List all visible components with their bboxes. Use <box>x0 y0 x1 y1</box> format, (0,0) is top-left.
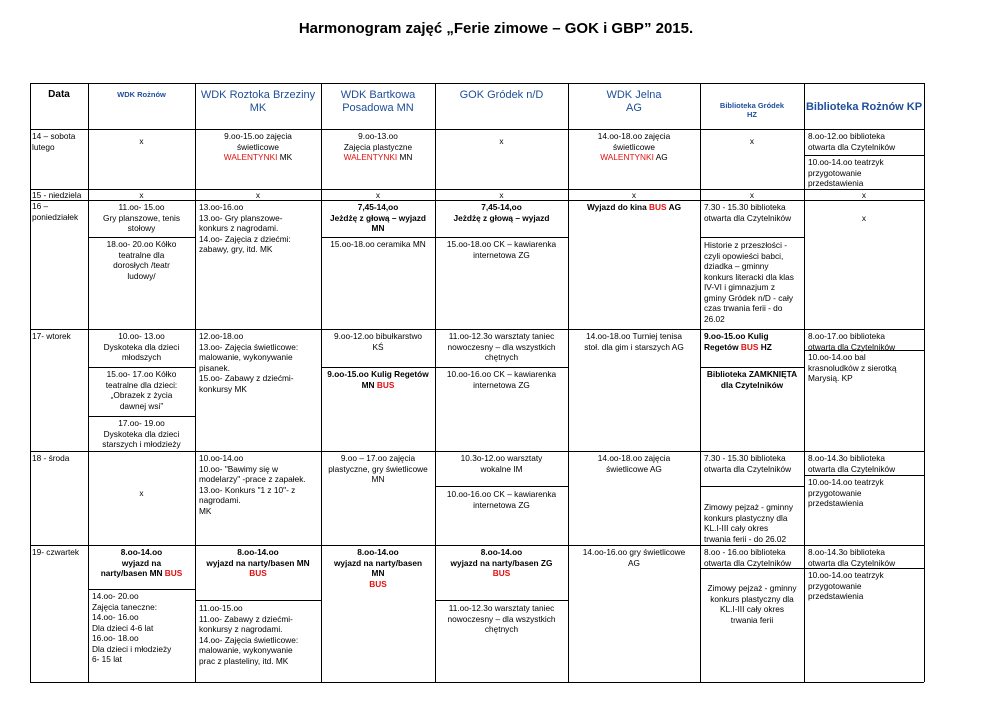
day-label: 15 - niedziela <box>32 190 82 200</box>
day-label: 18 - środa <box>32 453 70 463</box>
cell-text: 9.oo-12.oo bibułkarstwo KŚ <box>333 331 423 352</box>
cell-text: 15.oo-18.oo CK – kawiarenka internetowa ZG <box>446 239 557 260</box>
day-label: 17- wtorek <box>32 331 71 341</box>
cell-text: 9.oo-13.oo Zajęcia plastyczne WALENTYNKI MN <box>343 131 413 162</box>
header-gok-grodek: GOK Gródek n/D <box>459 89 544 101</box>
cell-text: 10.oo-14.oo bal krasnoludków z sierotką Marysią. KP <box>808 352 897 383</box>
cell-text: 9.oo – 17.oo zajęcia plastyczne, gry świetlicowe MN <box>328 453 428 484</box>
cell-text: 14.oo-18.oo zajęcia świetlicowe WALENTYNKI AG <box>597 131 671 162</box>
cell-text: 11.oo-15.oo 11.oo- Zabawy z dziećmi- konkursy z nagrodami. 14.oo- Zajęcia świetlicowe: malowanie, wykonywanie prac z plasteliny, itd. MK <box>199 603 299 666</box>
cell-text: 10.3o-12.oo warsztaty wokalne IM <box>460 453 543 474</box>
cell-text: 10.oo-14.oo 10.oo- "Bawimy się w modelarzy" -prace z zapałek. 13.oo- Konkurs "1 z 10"- z nagrodami. MK <box>199 453 306 516</box>
cell-text: 15.oo-18.oo ceramika MN <box>330 239 426 249</box>
cell-text: 7,45-14,oo Jeżdżę z głową – wyjazd <box>453 202 550 223</box>
cell-text: x <box>139 190 144 200</box>
cell-text: 8.oo-17.oo biblioteka otwarta dla Czytelników <box>808 331 896 352</box>
cell-text: x <box>375 190 381 200</box>
cell-text: 14.oo- 20.oo Zajęcia taneczne: 14.oo- 16.oo Dla dzieci 4-6 lat 16.oo- 18.oo Dla dzieci i młodzieży 6- 15 lat <box>92 591 172 664</box>
cell-text: x <box>861 213 867 223</box>
cell-text: 10.oo-14.oo teatrzyk przygotowanie przedstawienia <box>808 157 884 188</box>
day-label: 19- czwartek <box>32 547 80 557</box>
cell-text: 12.oo-18.oo 13.oo- Zajęcia świetlicowe: malowanie, wykonywanie pisanek. 15.oo- Zabawy z dziećmi- konkursy MK <box>199 331 299 394</box>
cell-text: 18.oo- 20.oo Kółko teatralne dla dorosłych /teatr ludowy/ <box>106 239 177 281</box>
cell-text: Zimowy pejzaż - gminny konkurs plastyczny dla KL.I-III cały okres trwania ferii <box>707 583 797 625</box>
cell-text: 13.oo-16.oo 13.oo- Gry planszowe- konkurs z nagrodami. 14.oo- Zajęcia z dziećmi: zabawy, gry, itd. MK <box>199 202 291 254</box>
cell-text: 8.oo-14.oo wyjazd na narty/basen MN BUS <box>206 547 310 578</box>
cell-text: 14.oo-18.oo Turniej tenisa stoł. dla gim i starszych AG <box>584 331 684 352</box>
header-wdk-roztoka: WDK Roztoka Brzeziny MK <box>200 89 316 114</box>
cell-text: Zimowy pejzaż - gminny konkurs plastyczny dla KL.I-III cały okres trwania ferii - do 26.02 <box>704 502 793 544</box>
header-wdk-roznow: WDK Rożnów <box>117 90 166 99</box>
cell-text: 10.oo-16.oo CK – kawiarenka internetowa ZG <box>446 489 557 510</box>
cell-text: Historie z przeszłości - czyli opowieści babci, dziadka – gminny konkurs literacki dla klas IV-VI i gimnazjum z gminy Gródek n/D - cały czas trwania ferii - do 26.02 <box>704 240 794 324</box>
cell-text: 14.oo-18.oo zajęcia świetlicowe AG <box>597 453 671 474</box>
cell-text: 8.oo-14.oo wyjazd na narty/basen MN BUS <box>100 547 183 578</box>
cell-text: 10.oo-14.oo teatrzyk przygotowanie przedstawienia <box>808 477 884 508</box>
cell-text: 9.oo-15.oo Kulig Regetów BUS HZ <box>704 331 772 352</box>
cell-text: x <box>139 136 144 146</box>
header-wdk-bartkowa: WDK Bartkowa Posadowa MN <box>340 89 416 114</box>
cell-text: 10.oo- 13.oo Dyskoteka dla dzieci młodszych <box>103 331 180 362</box>
cell-text: Biblioteka ZAMKNIĘTA dla Czytelników <box>706 369 798 390</box>
cell-text: 7.30 - 15.30 biblioteka otwarta dla Czytelników <box>704 453 792 474</box>
cell-text: 8.oo-14.oo wyjazd na narty/basen ZG BUS <box>450 547 553 578</box>
cell-text: Wyjazd do kina BUS AG <box>586 202 682 212</box>
cell-text: x <box>499 190 504 200</box>
cell-text: 11.oo- 15.oo Gry planszowe, tenis stołowy <box>102 202 180 233</box>
cell-text: x <box>139 488 144 498</box>
header-biblioteka-grodek: Biblioteka Gródek HZ <box>719 101 785 119</box>
cell-text: 8.oo-12.oo biblioteka otwarta dla Czytelników <box>808 131 896 152</box>
cell-text: 10.oo-16.oo CK – kawiarenka internetowa ZG <box>446 369 557 390</box>
cell-text: x <box>861 190 867 200</box>
cell-text: 14.oo-16.oo gry świetlicowe AG <box>582 547 686 568</box>
header-wdk-jelna: WDK Jelna AG <box>606 89 662 114</box>
page-title: Harmonogram zajęć „Ferie zimowe – GOK i GBP” 2015. <box>298 20 694 37</box>
cell-text: 8.oo-14.3o biblioteka otwarta dla Czytelników <box>808 547 896 568</box>
cell-text: x <box>749 190 755 200</box>
day-label: 14 – sobota lutego <box>32 131 76 152</box>
cell-text: 9.oo-15.oo zajęcia świetlicowe WALENTYNKI MK <box>223 131 293 162</box>
cell-text: 8.oo-14.3o biblioteka otwarta dla Czytelników <box>808 453 896 474</box>
header-data: Data <box>48 89 70 100</box>
day-label: 16 – poniedziałek <box>32 201 79 222</box>
cell-text: 9.oo-15.oo Kulig Regetów MN BUS <box>327 369 429 390</box>
cell-text: 17.oo- 19.oo Dyskoteka dla dzieci starszych i młodzieży <box>102 418 181 449</box>
cell-text: 15.oo- 17.oo Kółko teatralne dla dzieci: „Obrazek z życia dawnej wsi” <box>105 369 178 411</box>
cell-text: x <box>499 136 504 146</box>
header-biblioteka-roznow: Biblioteka Rożnów KP <box>805 101 923 113</box>
cell-text: 11.oo-12.3o warsztaty taniec nowoczesny – dla wszystkich chętnych <box>447 331 556 362</box>
cell-text: 8.oo - 16.oo biblioteka otwarta dla Czytelników <box>704 547 792 568</box>
cell-text: x <box>255 190 261 200</box>
cell-text: x <box>631 190 637 200</box>
cell-text: 10.oo-14.oo teatrzyk przygotowanie przedstawienia <box>808 570 884 601</box>
cell-text: 11.oo-12.3o warsztaty taniec nowoczesny – dla wszystkich chętnych <box>447 603 556 634</box>
cell-text: 8.oo-14.oo wyjazd na narty/basen MN BUS <box>333 547 423 589</box>
cell-text: x <box>749 136 755 146</box>
cell-text: 7,45-14,oo Jeżdżę z głową – wyjazd MN <box>330 202 426 233</box>
cell-text: 7.30 - 15.30 biblioteka otwarta dla Czytelników <box>704 202 792 223</box>
